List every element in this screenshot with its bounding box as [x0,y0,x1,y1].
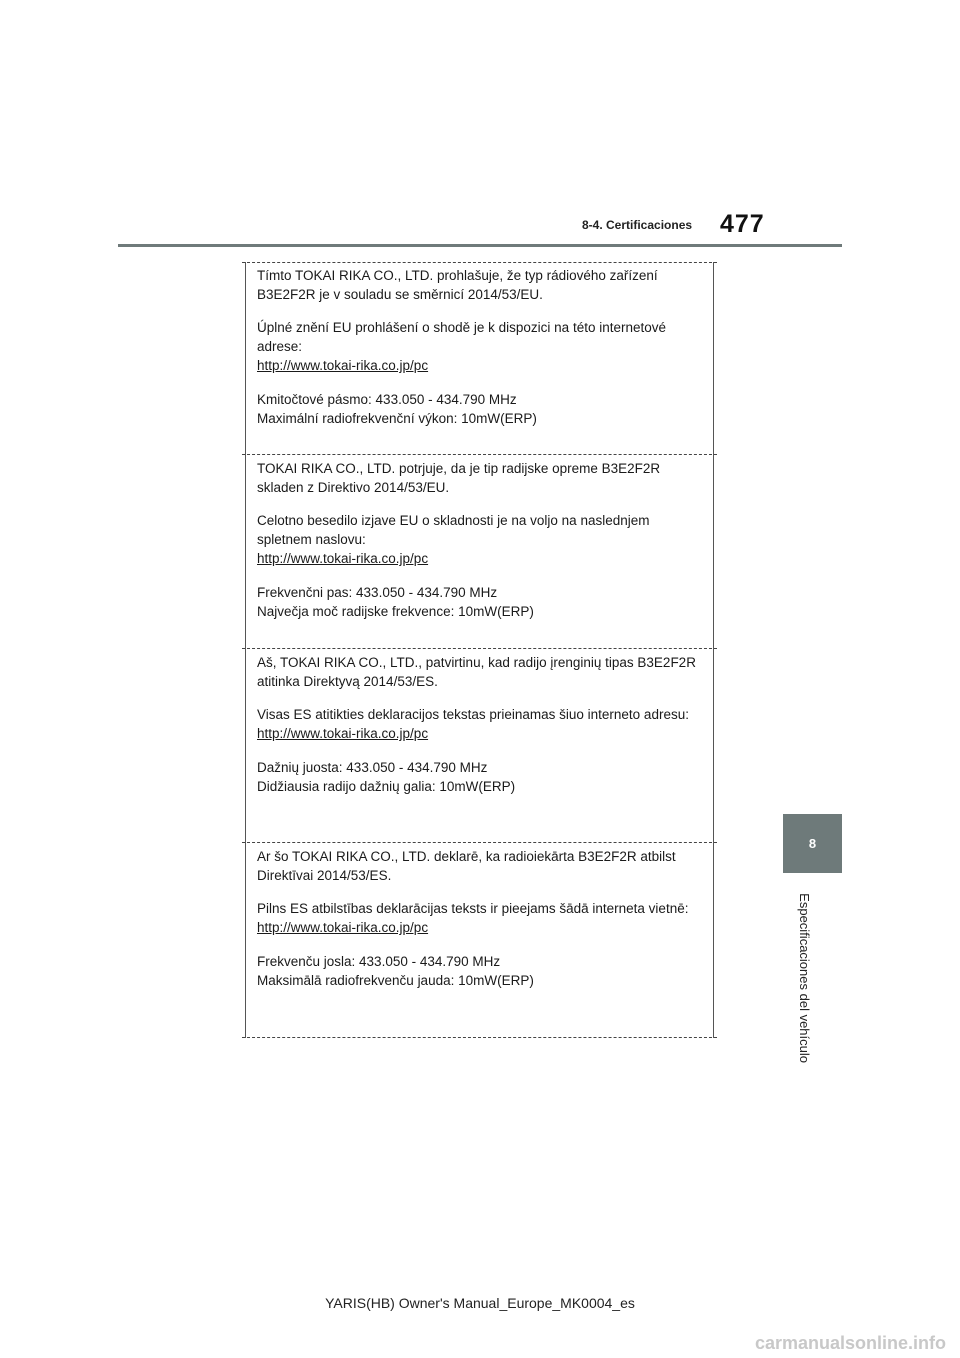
chapter-title: Especificaciones del vehículo [797,893,812,1063]
section-title: 8-4. Certificaciones [582,218,693,232]
chapter-tab[interactable]: 8 [783,814,842,873]
declaration-url[interactable]: http://www.tokai-rika.co.jp/pc [257,358,429,373]
declaration-frequency: Frekvenčni pas: 433.050 - 434.790 MHz [257,585,498,600]
box-top-rule [242,262,717,263]
declaration-statement: Tímto TOKAI RIKA CO., LTD. prohlašuje, že typ rádiového zařízení B3E2F2R je v souladu se směrnicí 2014/53/EU. [257,268,658,302]
declaration-full-text: Pilns ES atbilstības deklarācijas teksts ir pieejams šādā interneta vietnē: [257,901,689,916]
declaration-full-text: Celotno besedilo izjave EU o skladnosti je na voljo na naslednjem spletnem naslovu: [257,513,650,547]
declaration-url[interactable]: http://www.tokai-rika.co.jp/pc [257,551,429,566]
header-divider [118,244,842,247]
declaration-frequency: Kmitočtové pásmo: 433.050 - 434.790 MHz [257,392,517,407]
declaration-url[interactable]: http://www.tokai-rika.co.jp/pc [257,726,429,741]
manual-footer: YARIS(HB) Owner's Manual_Europe_MK0004_es [325,1295,635,1311]
declaration-lithuanian [257,653,703,796]
declaration-power: Največja moč radijske frekvence: 10mW(ERP) [257,604,534,619]
declaration-power: Maksimālā radiofrekvenču jauda: 10mW(ERP) [257,973,534,988]
declaration-czech [257,266,703,428]
box-separator [242,648,717,649]
declaration-latvian [257,847,703,990]
site-watermark: carmanualsonline.info [754,1333,946,1353]
declaration-statement: TOKAI RIKA CO., LTD. potrjuje, da je tip radijske opreme B3E2F2R skladen z Direktivo 2014/53/EU. [257,461,661,495]
declaration-full-text: Úplné znění EU prohlášení o shodě je k dispozici na této internetové adrese: [257,320,667,354]
declaration-frequency: Dažnių juosta: 433.050 - 434.790 MHz [257,760,488,775]
declaration-statement: Aš, TOKAI RIKA CO., LTD., patvirtinu, kad radijo įrenginių tipas B3E2F2R atitinka Direktyvą 2014/53/ES. [257,655,696,689]
declaration-frequency: Frekvenču josla: 433.050 - 434.790 MHz [257,954,501,969]
declaration-power: Didžiausia radijo dažnių galia: 10mW(ERP) [257,779,516,794]
certification-box [245,262,714,1038]
box-bottom-rule [242,1037,717,1038]
page-number: 477 [720,210,765,238]
declaration-full-text: Visas ES atitikties deklaracijos tekstas prieinamas šiuo interneto adresu: [257,707,689,722]
declaration-statement: Ar šo TOKAI RIKA CO., LTD. deklarē, ka radioiekārta B3E2F2R atbilst Direktīvai 2014/53/ES. [257,849,676,883]
declaration-power: Maximální radiofrekvenční výkon: 10mW(ERP) [257,411,537,426]
declaration-slovenian [257,459,703,621]
box-separator [242,842,717,843]
box-separator [242,454,717,455]
declaration-url[interactable]: http://www.tokai-rika.co.jp/pc [257,920,429,935]
